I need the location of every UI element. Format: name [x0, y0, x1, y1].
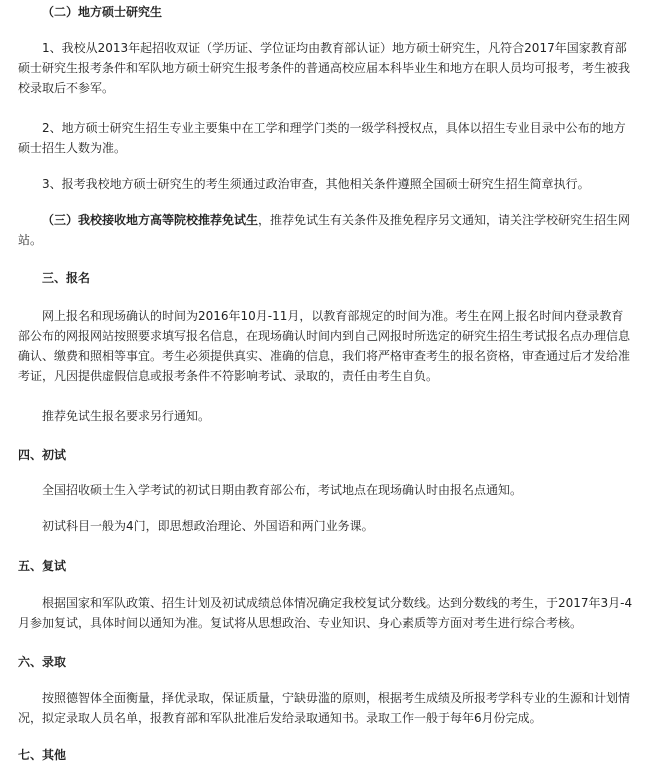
paragraph-registration-1: 网上报名和现场确认的时间为2016年10月-11月，以教育部规定的时间为准。考生在网上报名时间内登录教育部公布的网报网站按照要求填写报名信息，在现场确认时间内到自己网报时所选定的研究生招生考试报名点办理信息确认、缴费和照相等事宜。考生必须提供真实、准确的信息，我们将严格审查考生的报名资格，审查通过后才发给准考证，凡因提供虚假信息或报考条件不符影响考试、录取的，责任由考生自负。	[18, 309, 631, 383]
paragraph-local-master-2: 2、地方硕士研究生招生专业主要集中在工学和理学门类的一级学科授权点，具体以招生专业目录中公布的地方硕士招生人数为准。	[18, 121, 626, 155]
heading-admission: 六、录取	[18, 655, 67, 669]
paragraph-admission-1: 按照德智体全面衡量，择优录取，保证质量，宁缺毋滥的原则，根据考生成绩及所报考学科专业的生源和计划情况，拟定录取人员名单，报教育部和军队批准后发给录取通知书。录取工作一般于每年6月份完成。	[18, 691, 631, 725]
heading-other: 七、其他	[18, 748, 67, 762]
exempt-students-lead: （三）我校接收地方高等院校推荐免试生	[42, 213, 259, 227]
paragraph-local-master-1: 1、我校从2013年起招收双证（学历证、学位证均由教育部认证）地方硕士研究生，凡符合2017年国家教育部硕士研究生报考条件和军队地方硕士研究生报考条件的普通高校应届本科毕业生和地方在职人员均可报考，考生被我校录取后不参军。	[18, 41, 631, 95]
paragraph-preliminary-exam-1: 全国招收硕士生入学考试的初试日期由教育部公布，考试地点在现场确认时由报名点通知。	[42, 483, 523, 497]
paragraph-reexam-1: 根据国家和军队政策、招生计划及初试成绩总体情况确定我校复试分数线。达到分数线的考生，于2017年3月-4月参加复试，具体时间以通知为准。复试将从思想政治、专业知识、身心素质等方面对考生进行综合考核。	[18, 596, 633, 630]
paragraph-exempt-students	[18, 210, 634, 250]
heading-local-master: （二）地方硕士研究生	[42, 5, 163, 19]
paragraph-local-master-3: 3、报考我校地方硕士研究生的考生须通过政治审查，其他相关条件遵照全国硕士研究生招生简章执行。	[42, 177, 590, 191]
heading-preliminary-exam: 四、初试	[18, 448, 67, 462]
paragraph-preliminary-exam-2: 初试科目一般为4门，即思想政治理论、外国语和两门业务课。	[42, 519, 374, 533]
heading-registration: 三、报名	[42, 271, 91, 285]
exempt-students-rest: ，推荐免试生有关条件及推免程序另文通知，请关注学校研究生招生网站。	[18, 213, 631, 247]
heading-reexam: 五、复试	[18, 559, 67, 573]
paragraph-registration-2: 推荐免试生报名要求另行通知。	[42, 409, 211, 423]
